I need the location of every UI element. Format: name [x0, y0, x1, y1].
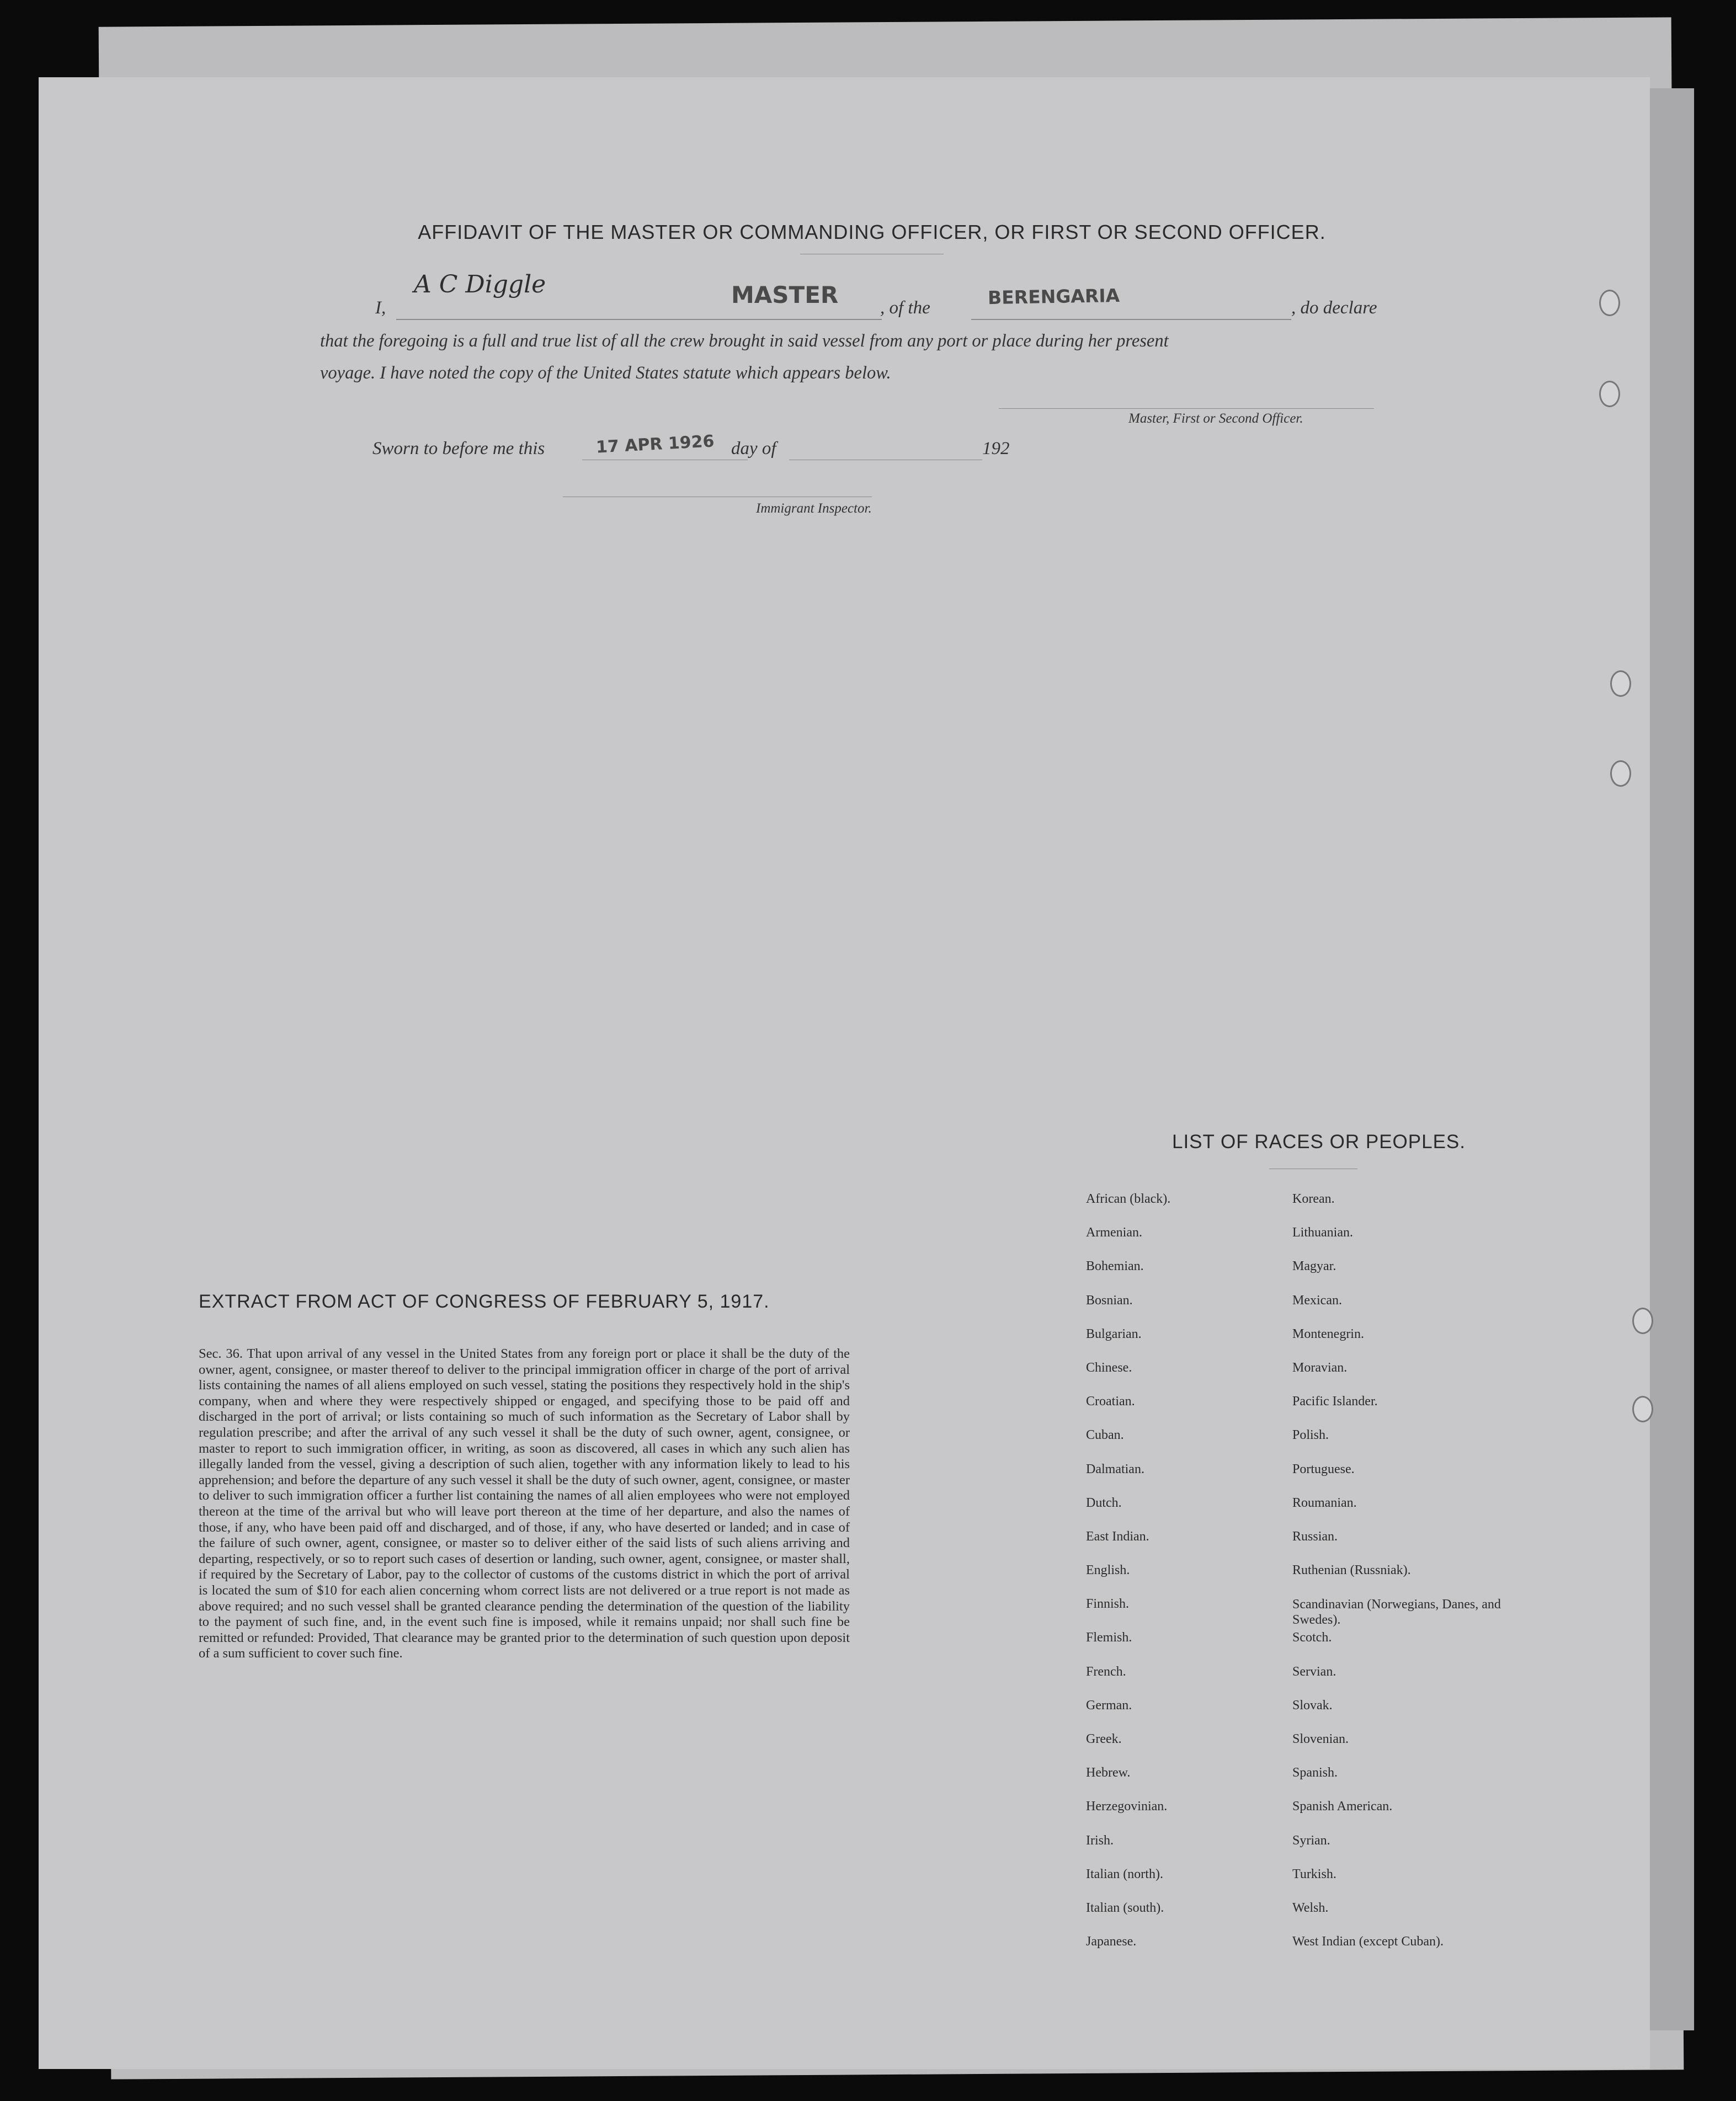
race-item: Irish.	[1086, 1833, 1114, 1848]
do-declare-text: , do declare	[1291, 298, 1377, 318]
race-item: German.	[1086, 1698, 1132, 1713]
race-item: Herzegovinian.	[1086, 1799, 1168, 1814]
race-item: Scotch.	[1292, 1630, 1332, 1645]
master-stamp: MASTER	[731, 281, 839, 308]
year-prefix: 192	[982, 439, 1010, 458]
date-stamp: 17 APR 1926	[595, 431, 715, 457]
race-item: Moravian.	[1292, 1360, 1348, 1375]
race-item: Syrian.	[1292, 1833, 1330, 1848]
race-item: Italian (south).	[1086, 1900, 1164, 1915]
race-item: Bosnian.	[1086, 1293, 1133, 1308]
race-item: African (black).	[1086, 1192, 1171, 1206]
race-item: Japanese.	[1086, 1934, 1137, 1949]
extract-title: EXTRACT FROM ACT OF CONGRESS OF FEBRUARY 5, 1917.	[199, 1291, 770, 1312]
race-item: Dutch.	[1086, 1495, 1122, 1510]
race-item: Hebrew.	[1086, 1766, 1131, 1780]
of-the-text: , of the	[880, 298, 930, 318]
races-right-column	[1292, 1192, 1524, 1968]
affidavit-title: AFFIDAVIT OF THE MASTER OR COMMANDING OFFICER, OR FIRST OR SECOND OFFICER.	[418, 221, 1326, 243]
punch-hole	[1599, 381, 1620, 407]
race-item: English.	[1086, 1563, 1130, 1578]
race-item: Portuguese.	[1292, 1462, 1355, 1476]
declaration-line-2: that the foregoing is a full and true list of all the crew brought in said vessel from any port or place during her present	[320, 331, 1169, 351]
sworn-prefix: Sworn to before me this	[372, 439, 545, 458]
declaration-line-3: voyage. I have noted the copy of the United States statute which appears below.	[320, 363, 891, 383]
race-item: French.	[1086, 1664, 1126, 1679]
race-item: Armenian.	[1086, 1225, 1142, 1240]
master-name-line	[396, 319, 882, 320]
inspector-caption: Immigrant Inspector.	[756, 501, 872, 516]
race-item: Cuban.	[1086, 1428, 1124, 1443]
race-item: Pacific Islander.	[1292, 1394, 1378, 1409]
race-item: Slovak.	[1292, 1698, 1333, 1713]
race-item: East Indian.	[1086, 1529, 1149, 1544]
race-item: Spanish.	[1292, 1766, 1338, 1780]
race-item: Servian.	[1292, 1664, 1336, 1679]
race-item: Bulgarian.	[1086, 1326, 1142, 1341]
race-item: Italian (north).	[1086, 1867, 1163, 1881]
race-item: Korean.	[1292, 1192, 1335, 1206]
extract-body: Sec. 36. That upon arrival of any vessel in the United States from any foreign port or place it shall be the duty of the owner, agent, consignee, or master thereof to deliver to the principal immigration officer in charge of the port of arrival lists containing the names of all aliens employed on such vessel, stating the positions they respectively hold in the ship's company, when and where they were respectively shipped or engaged, and specifying those to be paid off and discharged in the port of arrival; or lists containing so much of such information as the Secretary of Labor shall by regulation prescribe; and after the arrival of any such vessel it shall be the duty of such owner, agent, consignee, or master to report to such immigration officer, in writing, as soon as discovered, all cases in which any such alien has illegally landed from the vessel, giving a description of such alien, together with any information likely to lead to his apprehension; and before the departure of any such vessel it shall be the duty of such owner, agent, consignee, or master to deliver to such immigration officer a further list containing the names of all alien employees who were not employed thereon at the time of the arrival but who will leave port thereon at the time of her departure, and also the names of those, if any, who have been paid off and discharged, and of those, if any, who have deserted or landed; and in case of the failure of such owner, agent, consignee, or master so to deliver either of the said lists of such aliens arriving and departing, respectively, or so to report such cases of desertion or landing, such owner, agent, consignee, or master shall, if required by the Secretary of Labor, pay to the collector of customs of the customs district in which the port of arrival is located the sum of $10 for each alien concerning whom correct lists are not delivered or a true report is not made as above required; and no such vessel shall be granted clearance pending the determination of the question of the liability to the payment of such fine, and, in the event such fine is imposed, while it remains unpaid; nor shall such fine be remitted or refunded: Provided, That clearance may be granted prior to the determination of such question upon deposit of a sum sufficient to cover such fine.	[199, 1346, 850, 1661]
race-item: Montenegrin.	[1292, 1326, 1364, 1341]
race-item: Turkish.	[1292, 1867, 1336, 1881]
races-title: LIST OF RACES OR PEOPLES.	[1171, 1131, 1466, 1153]
punch-hole	[1632, 1396, 1653, 1422]
race-item: Russian.	[1292, 1529, 1338, 1544]
punch-hole	[1610, 760, 1631, 787]
race-item: Slovenian.	[1292, 1732, 1349, 1746]
race-item: Greek.	[1086, 1732, 1122, 1746]
race-item: Croatian.	[1086, 1394, 1135, 1409]
punch-hole	[1599, 290, 1620, 316]
declarant-prefix: I,	[375, 298, 386, 318]
day-of-text: day of	[731, 439, 776, 458]
vessel-name-line	[971, 319, 1291, 320]
race-item: Polish.	[1292, 1428, 1329, 1443]
race-item: Mexican.	[1292, 1293, 1342, 1308]
punch-hole	[1610, 670, 1631, 697]
race-item: Lithuanian.	[1292, 1225, 1353, 1240]
race-item: Scandinavian (Norwegians, Danes, and Swedes).	[1292, 1597, 1501, 1628]
race-item: Spanish American.	[1292, 1799, 1393, 1814]
race-item: Dalmatian.	[1086, 1462, 1144, 1476]
race-item: Flemish.	[1086, 1630, 1132, 1645]
race-item: Roumanian.	[1292, 1495, 1357, 1510]
race-item: Magyar.	[1292, 1259, 1336, 1274]
officer-caption: Master, First or Second Officer.	[1128, 411, 1303, 426]
race-item: Ruthenian (Russniak).	[1292, 1563, 1411, 1578]
race-item: Chinese.	[1086, 1360, 1132, 1375]
race-item: Welsh.	[1292, 1900, 1329, 1915]
officer-signature-line	[999, 408, 1374, 409]
races-left-column	[1086, 1192, 1268, 1968]
race-item: West Indian (except Cuban).	[1292, 1934, 1444, 1949]
race-item: Finnish.	[1086, 1597, 1130, 1612]
vessel-stamp: BERENGARIA	[987, 284, 1120, 309]
master-signature[interactable]: A C Diggle	[414, 270, 546, 298]
document-page	[39, 77, 1650, 2069]
punch-hole	[1632, 1308, 1653, 1334]
race-item: Bohemian.	[1086, 1259, 1144, 1274]
